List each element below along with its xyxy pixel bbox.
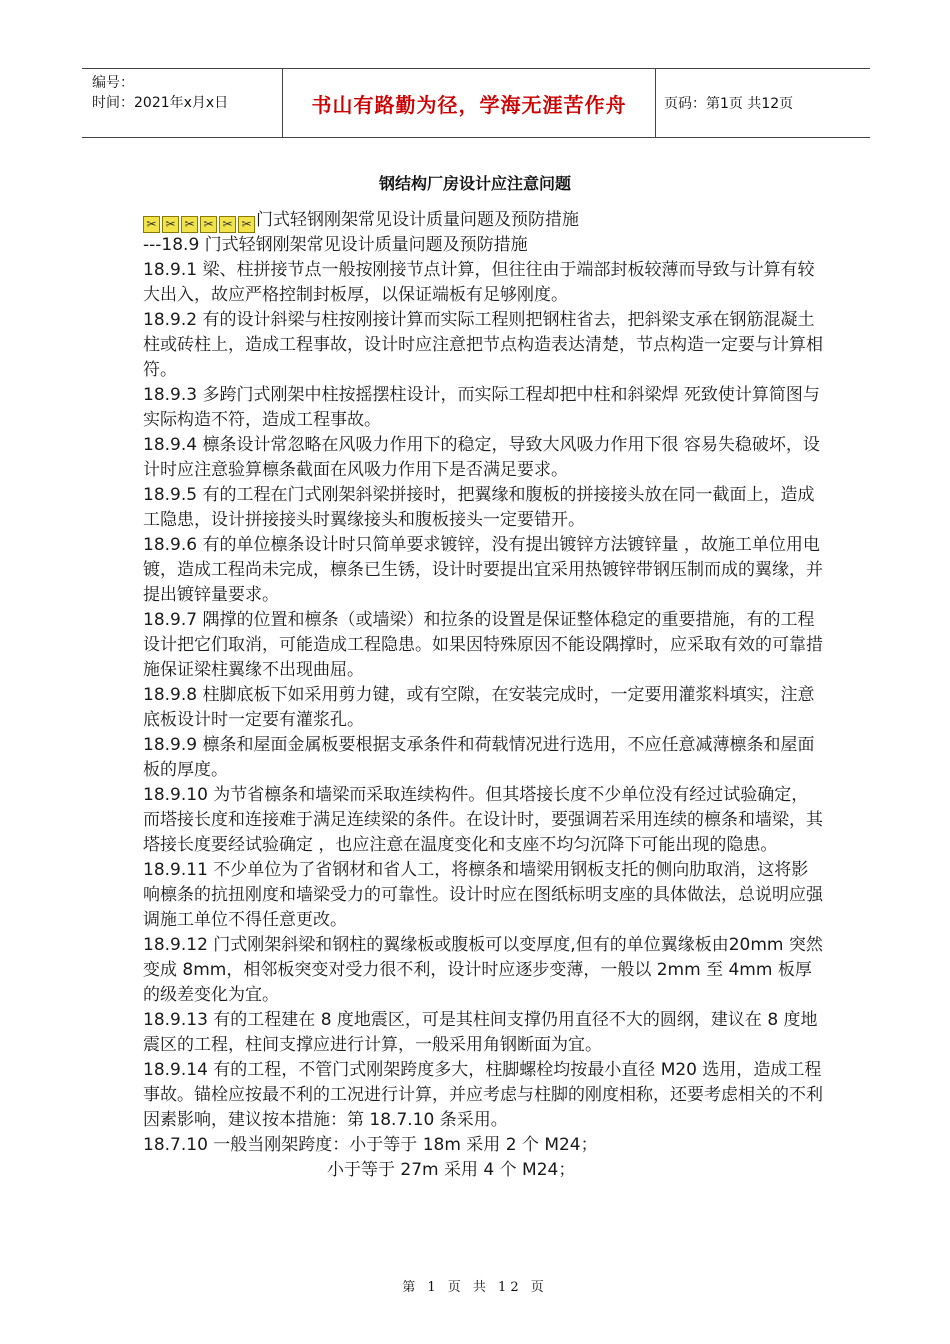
document-number-label: 编号：	[92, 75, 134, 91]
paragraph-18-9-11: 18.9.11 不少单位为了省钢材和省人工，将檩条和墙梁用钢板支托的侧向肋取消，这将影响檩条的抗扭刚度和墙梁受力的可靠性。设计时应在图纸标明支座的具体做法，总说明应强调施工单位不得任意更改。	[143, 860, 823, 930]
link-icon[interactable]: ✂	[219, 216, 236, 233]
paragraph-18-9-5: 18.9.5 有的工程在门式刚架斜梁拼接时，把翼缘和腹板的拼接接头放在同一截面上，造成工隐患，设计拼接接头时翼缘接头和腹板接头一定要错开。	[143, 485, 815, 530]
page-footer: 第 1 页 共 12 页	[402, 1280, 548, 1295]
paragraph-18-9-1: 18.9.1 梁、柱拼接节点一般按刚接节点计算，但往往由于端部封板较薄而导致与计算有较大出入，故应严格控制封板厚，以保证端板有足够刚度。	[143, 260, 815, 305]
header-motto-cell	[282, 69, 656, 137]
link-icon[interactable]: ✂	[238, 216, 255, 233]
link-icon[interactable]: ✂	[143, 216, 160, 233]
paragraph-18-9-6: 18.9.6 有的单位檩条设计时只简单要求镀锌，没有提出镀锌方法镀锌量 ，故施工单位用电镀，造成工程尚未完成，檩条已生锈，设计时要提出宜采用热镀锌带钢压制而成的翼缘，并提出镀锌量要求。	[143, 535, 823, 605]
paragraph-18-7-10: 18.7.10 一般当刚架跨度：小于等于 18m 采用 2 个 M24；	[143, 1135, 598, 1155]
link-icon[interactable]: ✂	[181, 216, 198, 233]
paragraph-18-9-2: 18.9.2 有的设计斜梁与柱按刚接计算而实际工程则把钢柱省去，把斜梁支承在钢筋混凝土柱或砖柱上，造成工程事故，设计时应注意把节点构造表达清楚，节点构造一定要与计算相符。	[143, 310, 823, 380]
paragraph-18-9-10: 18.9.10 为节省檩条和墙梁而采取连续构件。但其塔接长度不少单位没有经过试验确定，而塔接长度和连接难于满足连续梁的条件。在设计时，要强调若采用连续的檩条和墙梁，其塔接长度要经试验确定 ，也应注意在温度变化和支座不均匀沉降下可能出现的隐患。	[143, 785, 823, 855]
link-icon[interactable]: ✂	[200, 216, 217, 233]
page-header	[82, 68, 870, 138]
paragraph-18-9-7: 18.9.7 隅撑的位置和檩条（或墙梁）和拉条的设置是保证整体稳定的重要措施，有的工程设计把它们取消，可能造成工程隐患。如果因特殊原因不能设隅撑时，应采取有效的可靠措施保证梁柱翼缘不出现曲屈。	[143, 610, 823, 680]
header-page-info	[656, 69, 870, 137]
document-date-label: 时间：2021年x月x日	[92, 95, 229, 111]
header-motto: 书山有路勤为径，学海无涯苦作舟	[311, 92, 627, 117]
paragraph-18-9-14: 18.9.14 有的工程，不管门式刚架跨度多大，柱脚螺栓均按最小直径 M20 选用，造成工程事故。锚栓应按最不利的工况进行计算，并应考虑与柱脚的刚度相称，还要考虑相关的不利因素影响，建议按本措施：第 18.7.10 条采用。	[143, 1060, 823, 1130]
paragraph-18-9-13: 18.9.13 有的工程建在 8 度地震区，可是其柱间支撑仍用直径不大的圆纲，建议在 8 度地震区的工程，柱间支撑应进行计算，一般采用角钢断面为宜。	[143, 1010, 818, 1055]
paragraph-18-9-8: 18.9.8 柱脚底板下如采用剪力键，或有空隙，在安装完成时，一定要用灌浆料填实，注意底板设计时一定要有灌浆孔。	[143, 685, 815, 730]
paragraph-18-9-12: 18.9.12 门式刚架斜梁和钢柱的翼缘板或腹板可以变厚度,但有的单位翼缘板由20mm 突然变成 8mm，相邻板突变对受力很不利，设计时应逐步变薄，一般以 2mm 至 4mm 板厚的级差变化为宜。	[143, 935, 823, 1005]
paragraph-18-9-4: 18.9.4 檩条设计常忽略在风吸力作用下的稳定，导致大风吸力作用下很 容易失稳破坏，设计时应注意验算檩条截面在风吸力作用下是否满足要求。	[143, 435, 820, 480]
paragraph-18-7-10-continued: 小于等于 27m 采用 4 个 M24；	[327, 1160, 576, 1180]
link-icon[interactable]: ✂	[162, 216, 179, 233]
document-title: 钢结构厂房设计应注意问题	[378, 174, 571, 193]
subsection-heading: ---18.9 门式轻钢刚架常见设计质量问题及预防措施	[143, 235, 528, 255]
header-meta	[82, 69, 282, 137]
section-heading-line	[143, 208, 823, 233]
page-count-label: 页码：第1页 共12页	[664, 96, 794, 112]
paragraph-18-9-3: 18.9.3 多跨门式刚架中柱按摇摆柱设计，而实际工程却把中柱和斜梁焊 死致使计算简图与实际构造不符，造成工程事故。	[143, 385, 820, 430]
paragraph-18-9-9: 18.9.9 檩条和屋面金属板要根据支承条件和荷载情况进行选用，不应任意减薄檩条和屋面板的厚度。	[143, 735, 815, 780]
section-heading: 门式轻钢刚架常见设计质量问题及预防措施	[256, 210, 579, 230]
link-icon-strip	[143, 216, 255, 233]
document-body	[143, 208, 823, 1183]
